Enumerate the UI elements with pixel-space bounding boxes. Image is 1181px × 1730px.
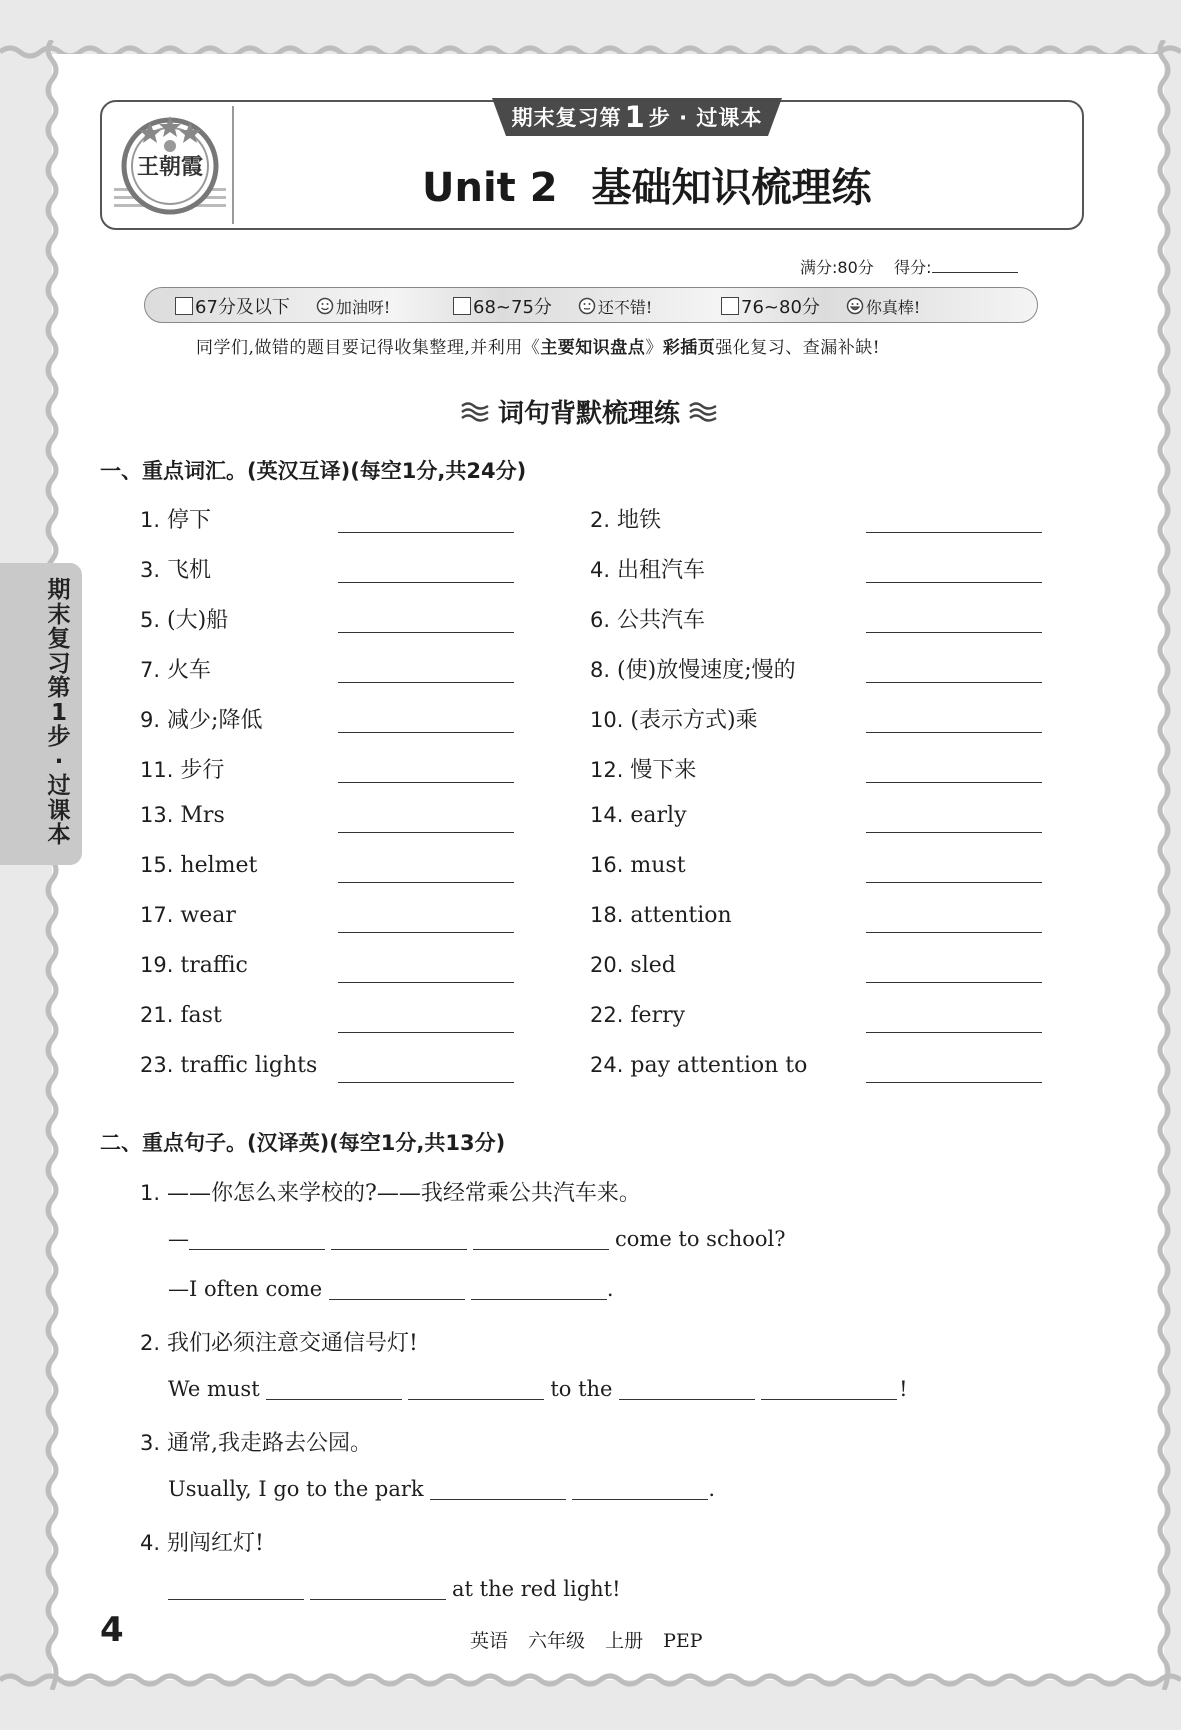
q4-answer (168, 1577, 621, 1601)
tip-bold-1: 主要知识盘点 (540, 338, 646, 358)
vocab-answer-blank[interactable] (338, 982, 514, 983)
answer-blank[interactable] (266, 1377, 402, 1400)
section-title-text: 词句背默梳理练 (498, 399, 681, 429)
vocab-answer-blank[interactable] (866, 632, 1042, 633)
answer-blank[interactable] (331, 1227, 467, 1250)
footer-info: 英语 六年级 上册 PEP (470, 1630, 703, 1652)
vocab-number: 4. (590, 558, 611, 582)
vocab-number: 17. (140, 903, 174, 927)
vocab-term: 地铁 (617, 508, 662, 533)
vocab-answer-blank[interactable] (866, 1082, 1042, 1083)
vocab-item (590, 753, 696, 783)
answer-blank[interactable] (430, 1477, 566, 1500)
q1-answer-1 (168, 1227, 786, 1251)
vocab-item (140, 653, 211, 683)
q1-a1-post: come to school? (615, 1227, 786, 1251)
vocab-item (590, 703, 758, 733)
vocab-answer-blank[interactable] (338, 882, 514, 883)
vocab-number: 14. (590, 803, 624, 827)
got-score-label: 得分: (894, 258, 932, 277)
vocab-number: 1. (140, 508, 161, 532)
vocab-number: 20. (590, 953, 624, 977)
smile-face-icon (316, 297, 334, 315)
grade-note-3: 你真棒! (865, 297, 921, 317)
vocab-number: 15. (140, 853, 174, 877)
vocab-number: 10. (590, 708, 624, 732)
answer-blank[interactable] (471, 1277, 607, 1300)
grade-note-1: 加油呀! (335, 297, 391, 317)
tip-post: 强化复习、查漏补缺! (715, 338, 881, 358)
vocab-item (140, 703, 262, 733)
section-title (452, 393, 726, 430)
step-banner (492, 98, 782, 136)
vocab-term: traffic lights (180, 1053, 318, 1078)
q3-answer (168, 1477, 715, 1501)
vocab-item (590, 503, 661, 533)
vocab-item (590, 903, 732, 933)
neutral-face-icon (578, 297, 596, 315)
q2-chinese: 我们必须注意交通信号灯! (167, 1331, 418, 1356)
vocab-term: wear (180, 903, 236, 928)
q3-a-post: . (708, 1477, 716, 1501)
svg-text:王朝霞: 王朝霞 (136, 154, 204, 180)
vocab-answer-blank[interactable] (338, 1082, 514, 1083)
vocab-item (590, 553, 705, 583)
vocab-item (140, 753, 224, 783)
vocab-answer-blank[interactable] (866, 682, 1042, 683)
answer-blank[interactable] (473, 1227, 609, 1250)
q4-prompt (140, 1526, 264, 1557)
vocab-item (140, 553, 211, 583)
vocab-answer-blank[interactable] (338, 1032, 514, 1033)
q3-number: 3. (140, 1431, 161, 1455)
banner-step-number: 1 (624, 100, 646, 134)
vocab-answer-blank[interactable] (866, 882, 1042, 883)
vocab-item (590, 803, 687, 833)
vocab-term: helmet (180, 853, 258, 878)
vocab-number: 22. (590, 1003, 624, 1027)
answer-blank[interactable] (761, 1377, 897, 1400)
q1-a2-post: . (606, 1277, 614, 1301)
q2-a-post: ! (899, 1377, 908, 1401)
vocab-term: 减少;降低 (167, 708, 263, 733)
vocab-term: 慢下来 (630, 758, 697, 783)
q1-answer-2 (168, 1277, 614, 1301)
vocab-item (590, 653, 796, 683)
page-number: 4 (100, 1610, 124, 1650)
answer-blank[interactable] (572, 1477, 708, 1500)
grade-item-1 (175, 293, 390, 319)
score-line (800, 255, 1018, 278)
q2-a-mid: to the (550, 1377, 613, 1401)
tip-pre: 同学们,做错的题目要记得收集整理,并利用《 (196, 338, 541, 358)
title-label: 基础知识梳理练 (591, 165, 872, 211)
vocab-item (140, 853, 257, 883)
q3-a-pre: Usually, I go to the park (168, 1477, 424, 1501)
q2-a-pre: We must (168, 1377, 260, 1401)
q2-number: 2. (140, 1331, 161, 1355)
logo-divider (232, 106, 234, 224)
vocab-answer-blank[interactable] (866, 832, 1042, 833)
q3-prompt (140, 1426, 372, 1457)
vocab-item (590, 853, 686, 883)
vocab-term: must (630, 853, 686, 878)
vocab-answer-blank[interactable] (866, 1032, 1042, 1033)
vocab-term: (大)船 (167, 608, 229, 633)
vocab-term: pay attention to (630, 1053, 808, 1078)
vocab-item (140, 803, 225, 833)
answer-blank[interactable] (189, 1227, 325, 1250)
grade-bar (144, 287, 1038, 323)
answer-blank[interactable] (619, 1377, 755, 1400)
vocab-answer-blank[interactable] (866, 532, 1042, 533)
answer-blank[interactable] (408, 1377, 544, 1400)
vocab-term: (表示方式)乘 (630, 708, 758, 733)
vocab-answer-blank[interactable] (866, 582, 1042, 583)
q1-a2-pre: —I often come (168, 1277, 323, 1301)
vocab-item (140, 1003, 222, 1033)
q1-prompt (140, 1176, 641, 1207)
vocab-term: 步行 (180, 758, 225, 783)
vocab-number: 6. (590, 608, 611, 632)
q1-chinese: ——你怎么来学校的?——我经常乘公共汽车来。 (167, 1181, 641, 1206)
vocab-term: sled (630, 953, 676, 978)
vocab-number: 9. (140, 708, 161, 732)
vocab-item (590, 603, 705, 633)
vocab-number: 19. (140, 953, 174, 977)
vocab-number: 12. (590, 758, 624, 782)
vocab-term: traffic (180, 953, 248, 978)
q2-answer (168, 1377, 908, 1401)
answer-blank[interactable] (329, 1277, 465, 1300)
vocab-number: 24. (590, 1053, 624, 1077)
vocab-term: 公共汽车 (617, 608, 706, 633)
grade-checkbox-2[interactable] (453, 297, 471, 315)
vocab-term: 停下 (167, 508, 212, 533)
vocab-number: 11. (140, 758, 174, 782)
side-tab-text: 期末复习第1步·过课本 (47, 577, 71, 848)
grade-range-2: 68~75分 (473, 297, 552, 318)
full-score-label: 满分:80分 (800, 258, 874, 277)
vocab-number: 7. (140, 658, 161, 682)
grade-checkbox-1[interactable] (175, 297, 193, 315)
vocab-number: 5. (140, 608, 161, 632)
grade-item-3 (721, 293, 920, 319)
vocab-answer-blank[interactable] (338, 932, 514, 933)
vocab-answer-blank[interactable] (866, 782, 1042, 783)
vocab-answer-blank[interactable] (338, 782, 514, 783)
page-edge-right (1156, 40, 1172, 1690)
header-box (100, 100, 1084, 230)
vocab-answer-blank[interactable] (866, 982, 1042, 983)
vocab-item (140, 503, 211, 533)
vocab-item (140, 603, 228, 633)
grade-range-3: 76~80分 (741, 297, 820, 318)
wave-left-icon (460, 400, 490, 424)
vocab-number: 2. (590, 508, 611, 532)
tip-mid: 》 (645, 338, 663, 358)
vocab-answer-blank[interactable] (338, 532, 514, 533)
vocab-number: 16. (590, 853, 624, 877)
answer-blank[interactable] (310, 1577, 446, 1600)
vocab-item (590, 1003, 685, 1033)
answer-blank[interactable] (168, 1577, 304, 1600)
vocab-term: ferry (630, 1003, 686, 1028)
vocab-answer-blank[interactable] (338, 632, 514, 633)
vocab-term: attention (630, 903, 732, 928)
vocab-number: 3. (140, 558, 161, 582)
vocab-item (590, 953, 676, 983)
banner-post-text: 步 · 过课本 (648, 106, 763, 130)
vocab-item (140, 953, 248, 983)
vocab-item (140, 1053, 317, 1083)
vocab-answer-blank[interactable] (866, 732, 1042, 733)
q4-chinese: 别闯红灯! (167, 1531, 264, 1556)
vocab-number: 21. (140, 1003, 174, 1027)
q2-prompt (140, 1326, 418, 1357)
vocab-number: 8. (590, 658, 611, 682)
q1-number: 1. (140, 1181, 161, 1205)
score-blank[interactable] (932, 258, 1018, 273)
part2-title: 二、重点句子。(汉译英)(每空1分,共13分) (100, 1131, 506, 1155)
vocab-term: 火车 (167, 658, 212, 683)
vocab-term: Mrs (180, 803, 225, 828)
page-edge-left (44, 40, 60, 1690)
unit-label: Unit 2 (422, 165, 558, 211)
page-title (422, 156, 872, 213)
happy-face-icon (846, 297, 864, 315)
vocab-item (590, 1053, 807, 1083)
wave-right-icon (688, 400, 718, 424)
banner-pre-text: 期末复习第 (511, 106, 622, 130)
vocab-number: 13. (140, 803, 174, 827)
q4-number: 4. (140, 1531, 161, 1555)
vocab-term: early (630, 803, 687, 828)
vocab-answer-blank[interactable] (338, 832, 514, 833)
grade-item-2 (453, 293, 652, 319)
brand-logo (114, 108, 226, 222)
vocab-answer-blank[interactable] (338, 582, 514, 583)
q3-chinese: 通常,我走路去公园。 (167, 1431, 373, 1456)
grade-range-1: 67分及以下 (195, 297, 290, 318)
vocab-term: (使)放慢速度;慢的 (617, 658, 796, 683)
vocab-term: 飞机 (167, 558, 212, 583)
vocab-term: fast (180, 1003, 222, 1028)
part1-title: 一、重点词汇。(英汉互译)(每空1分,共24分) (100, 459, 527, 483)
tip-bold-2: 彩插页 (662, 338, 716, 358)
vocab-number: 18. (590, 903, 624, 927)
grade-note-2: 还不错! (597, 297, 653, 317)
vocab-answer-blank[interactable] (866, 932, 1042, 933)
vocab-answer-blank[interactable] (338, 732, 514, 733)
grade-checkbox-3[interactable] (721, 297, 739, 315)
q4-a-post: at the red light! (452, 1577, 621, 1601)
vocab-term: 出租汽车 (617, 558, 706, 583)
q1-a1-pre: — (168, 1227, 189, 1251)
page-edge-bottom (0, 1672, 1181, 1688)
vocab-answer-blank[interactable] (338, 682, 514, 683)
tip-text (196, 333, 880, 358)
vocab-item (140, 903, 236, 933)
vocab-number: 23. (140, 1053, 174, 1077)
